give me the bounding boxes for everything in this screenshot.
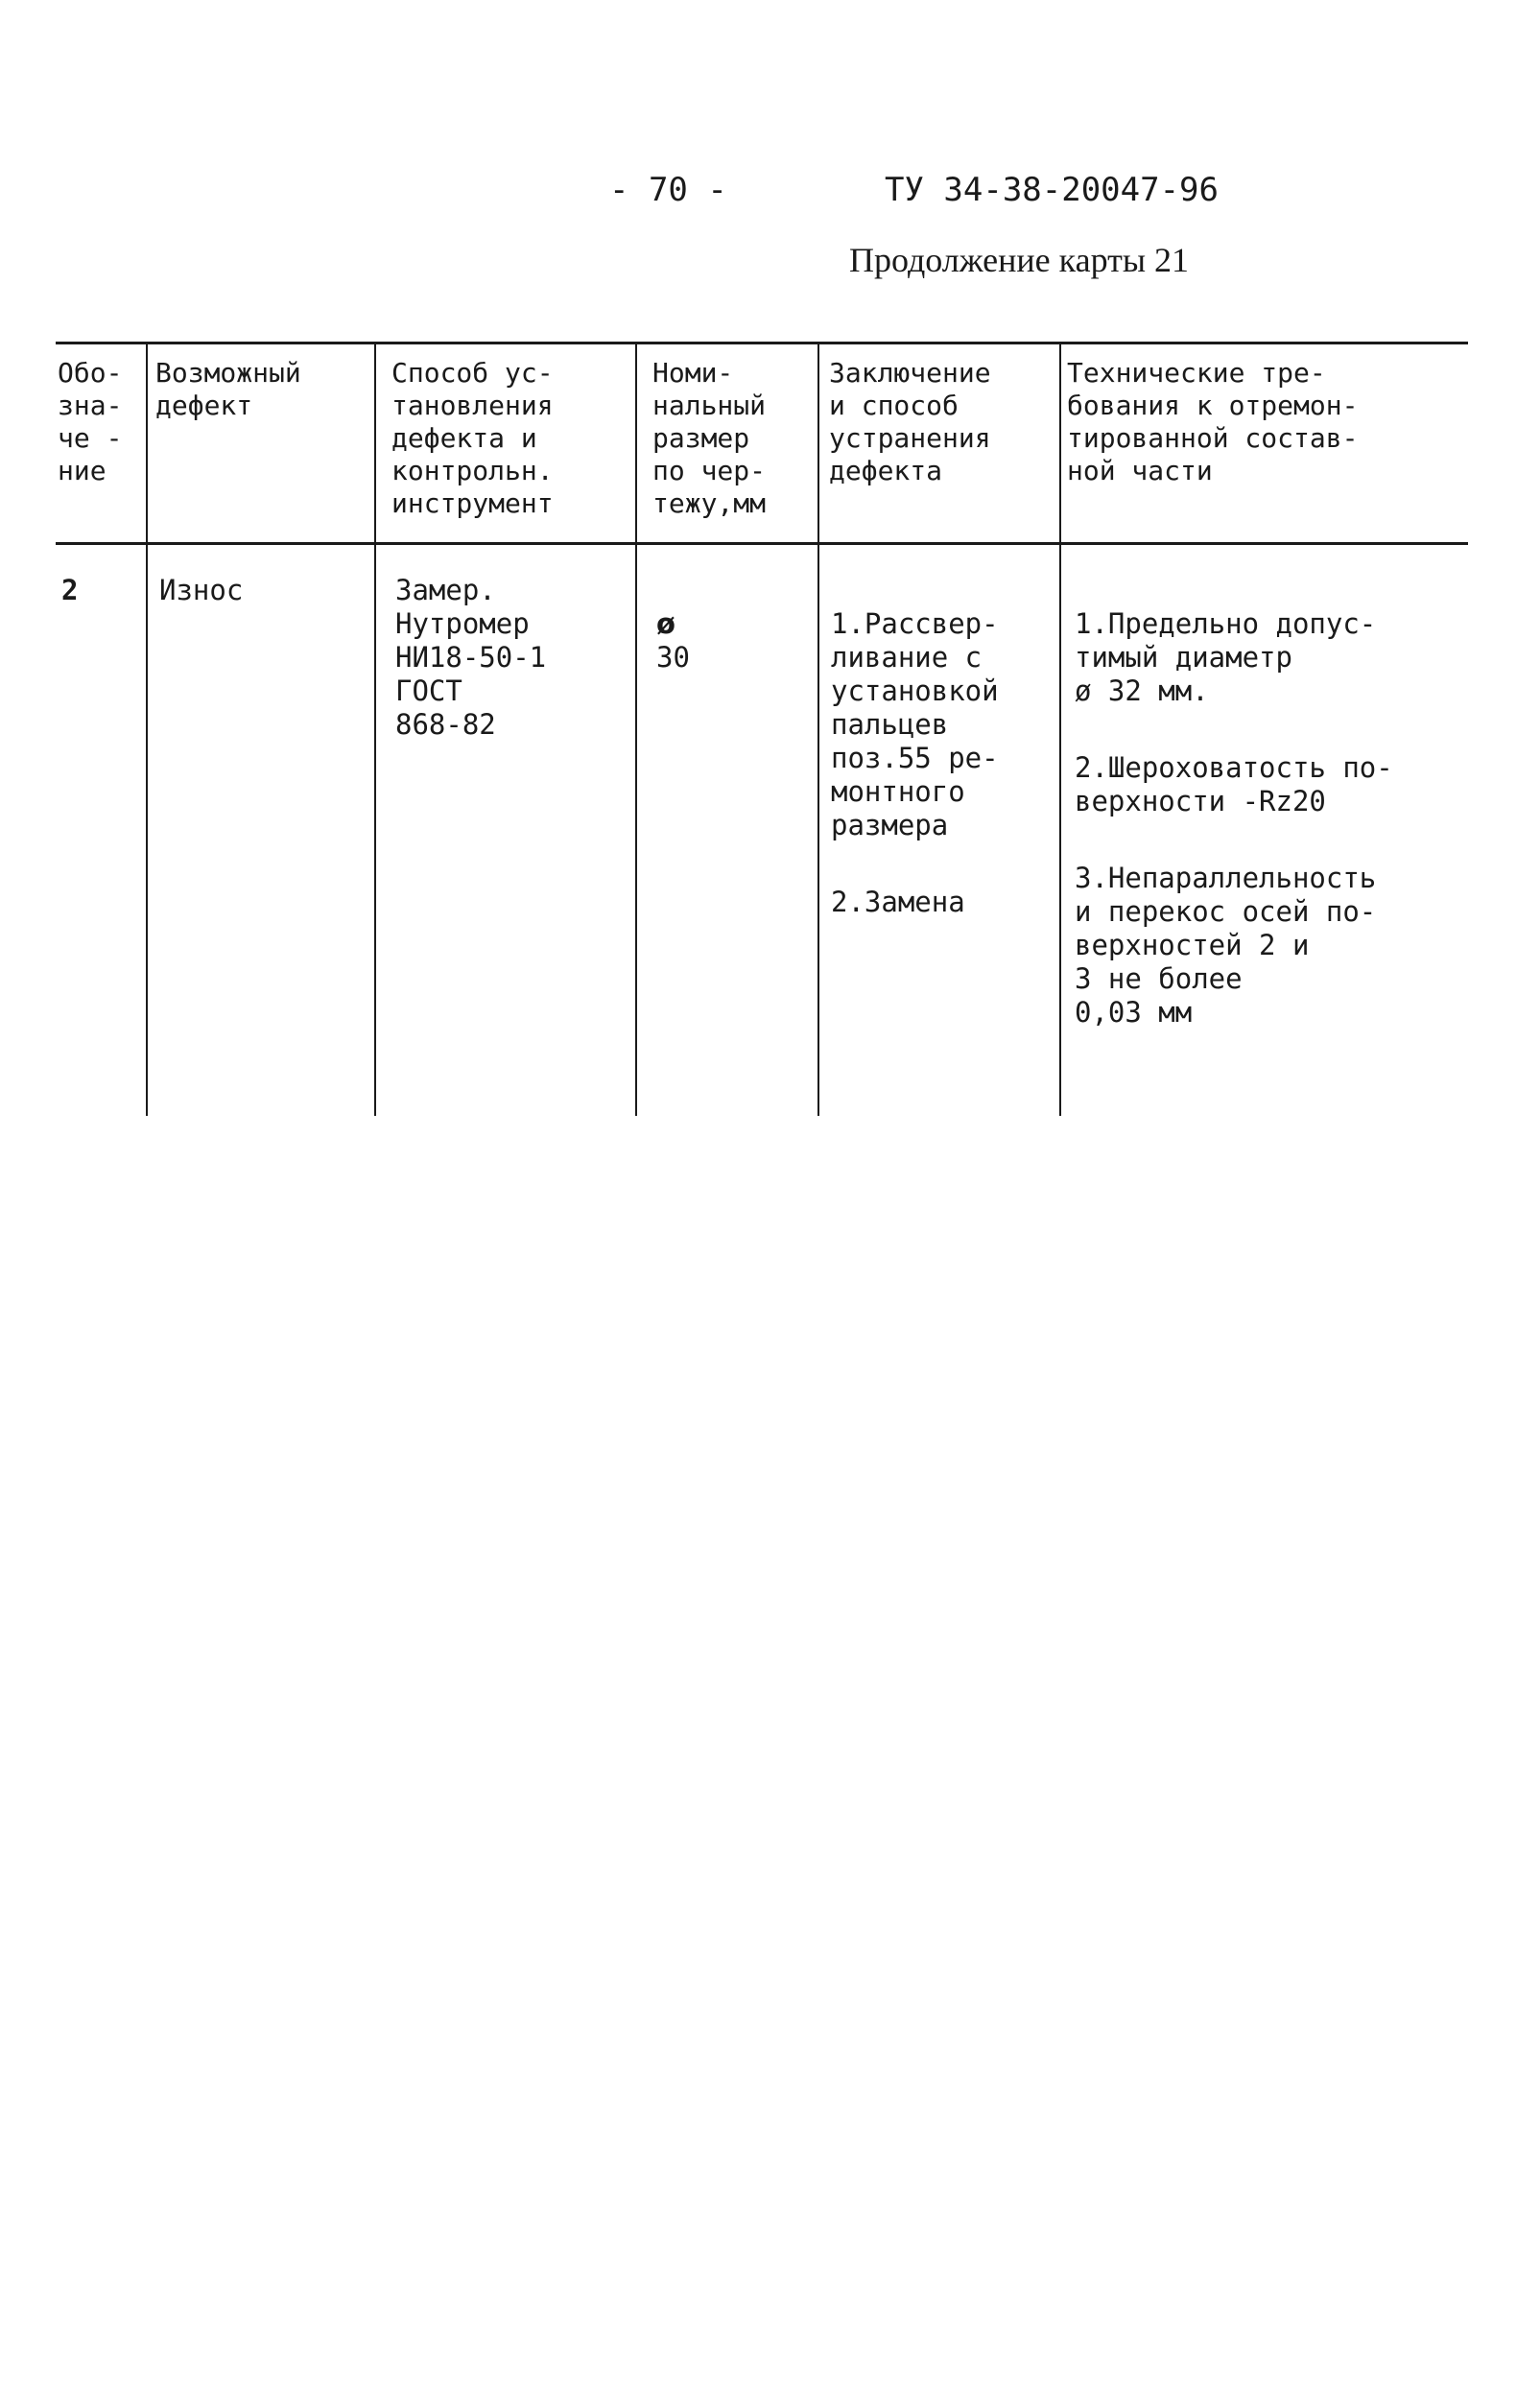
- cell-designation: 2: [61, 574, 79, 606]
- column-header-requirements: Технические тре- бования к отремон- тированной состав- ной части: [1067, 357, 1359, 486]
- column-header-defect: Возможный дефект: [155, 357, 301, 421]
- continuation-title: Продолжение карты 21: [849, 241, 1190, 279]
- nominal-value: 30: [656, 641, 690, 674]
- table-top-rule: [56, 342, 1468, 344]
- conclusion-item: 1.Рассвер- ливание с установкой пальцев поз.55 ре- монтного размера: [831, 607, 999, 841]
- conclusion-item: 2.Замена: [831, 886, 965, 918]
- cell-nominal-size: [656, 574, 690, 675]
- table-header-rule: [56, 542, 1468, 545]
- cell-method: Замер. Нутромер НИ18-50-1 ГОСТ 868-82: [395, 574, 547, 741]
- diameter-symbol: ø: [656, 607, 675, 640]
- cell-requirements: [1075, 574, 1393, 1063]
- document-code: ТУ 34-38-20047-96: [885, 171, 1219, 209]
- column-header-designation: Обо- зна- че - ние: [58, 357, 123, 486]
- column-header-conclusion: Заключение и способ устранения дефекта: [829, 357, 991, 486]
- requirement-item: 2.Шероховатость по- верхности -Rz20: [1075, 751, 1393, 817]
- column-divider: [817, 343, 819, 1116]
- column-divider: [635, 343, 637, 1116]
- page-number: - 70 -: [609, 171, 727, 209]
- requirement-item: 1.Предельно допус- тимый диаметр ø 32 мм.: [1075, 607, 1377, 707]
- column-header-method: Способ ус- тановления дефекта и контрольн. инструмент: [391, 357, 554, 519]
- cell-conclusion: [831, 574, 999, 953]
- column-divider: [374, 343, 376, 1116]
- column-divider: [146, 343, 148, 1116]
- requirement-item: 3.Непараллельность и перекос осей по- верхностей 2 и 3 не более 0,03 мм: [1075, 862, 1377, 1029]
- cell-defect: Износ: [159, 574, 244, 606]
- column-divider: [1059, 343, 1061, 1116]
- column-header-nominal-size: Номи- нальный размер по чер- тежу,мм: [652, 357, 767, 519]
